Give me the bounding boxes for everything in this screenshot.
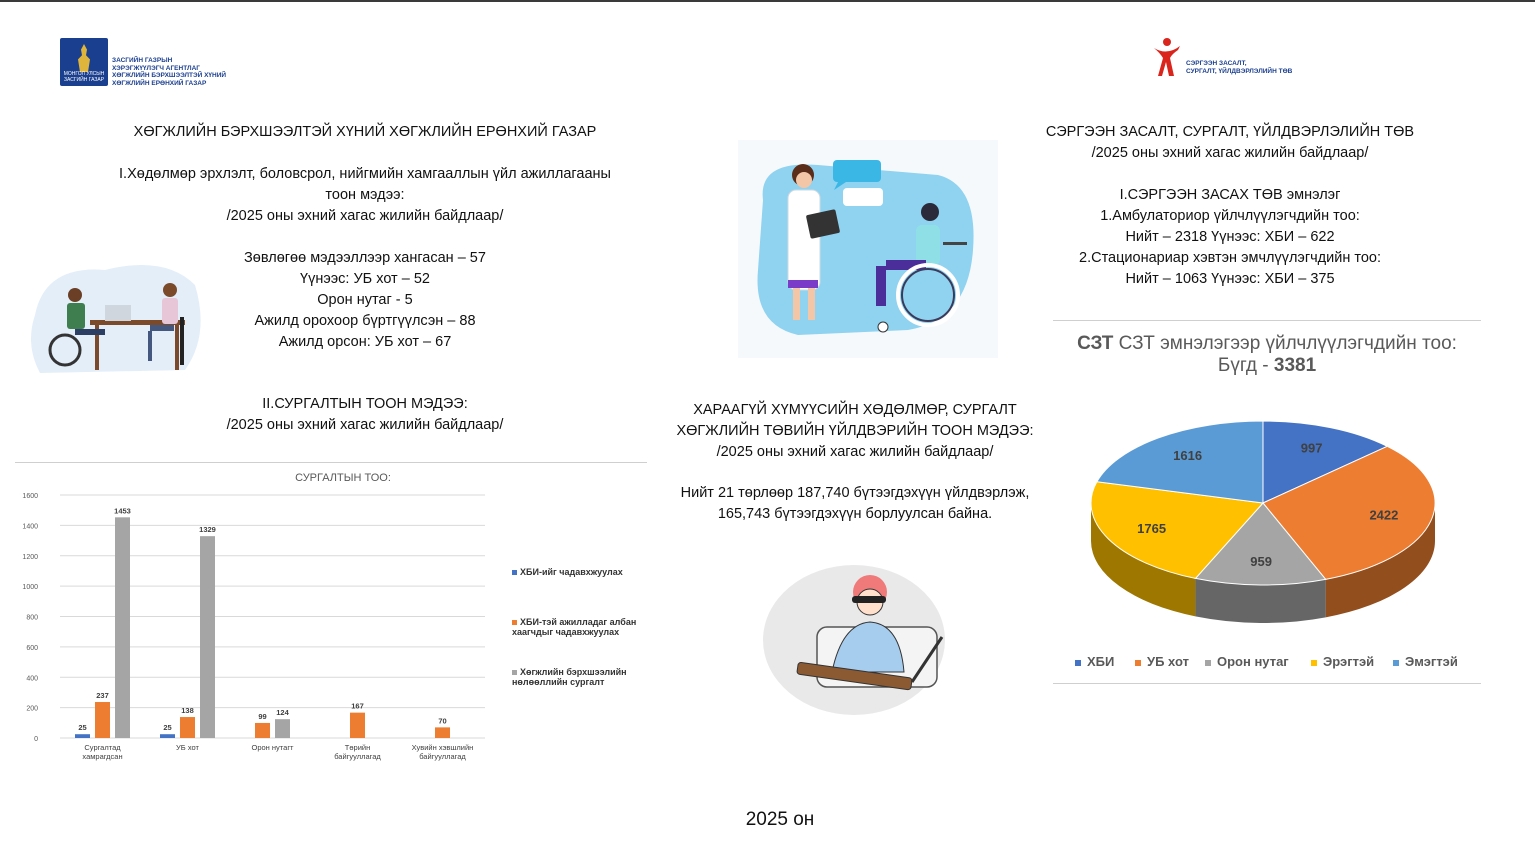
right-heading (1030, 122, 1430, 164)
bar (350, 713, 365, 738)
bar-value-label: 70 (438, 716, 447, 726)
rehab-line-outpatient: 1.Амбулаториор үйлчлүүлэгчдийн тоо: (1100, 208, 1360, 224)
rehab-line-inpatient-total: Нийт – 1063 Үүнээс: ХБИ – 375 (1125, 271, 1335, 287)
pie-chart-title (1053, 333, 1481, 377)
legend-label-orange: ХБИ-тэй ажилладаг албан хаагчдыг чадавхжуулах (512, 617, 637, 637)
rehab-center-logo (1150, 36, 1310, 84)
middle-heading (640, 400, 1070, 463)
right-title: СЭРГЭЭН ЗАСАЛТ, СУРГАЛТ, ҮЙЛДВЭРЛЭЛИЙН ТӨВ (1045, 124, 1415, 140)
bar-ytick-label: 1200 (22, 553, 38, 561)
pie-value-label: 1765 (1137, 520, 1167, 536)
bar-legend-orange (512, 617, 642, 637)
bar (75, 734, 90, 738)
pie-legend-item (1311, 654, 1374, 669)
pie-legend-label: Эрэгтэй (1323, 654, 1375, 669)
section1-heading (60, 164, 670, 227)
bar-ytick-label: 600 (26, 644, 38, 652)
section2-period: /2025 оны эхний хагас жилийн байдлаар/ (226, 417, 504, 433)
section1-period: /2025 оны эхний хагас жилийн байдлаар/ (226, 208, 504, 224)
legend-swatch-blue (512, 570, 517, 575)
stat-employed: Ажилд орсон: УБ хот – 67 (278, 334, 452, 350)
legend-label-gray: Хөгжлийн бэрхшээлийн нөлөөллийн сургалт (512, 667, 627, 687)
bar-legend-blue (512, 567, 642, 577)
bar-chart-svg (15, 463, 647, 768)
bar (200, 536, 215, 738)
bar-value-label: 167 (351, 701, 364, 711)
bar-value-label: 25 (78, 723, 87, 733)
bar-value-label: 99 (258, 711, 267, 721)
bar-ytick-label: 400 (26, 675, 38, 683)
pie-legend-swatch (1075, 660, 1081, 666)
pie-legend-item (1075, 654, 1114, 669)
pie-title-prefix: Бүгд - (1217, 355, 1274, 376)
bar-ytick-label: 0 (34, 736, 38, 743)
pie-legend-item (1135, 654, 1189, 669)
bar-legend-gray (512, 667, 642, 687)
bar-category-label: УБ хот (176, 743, 199, 752)
bar-value-label: 1453 (114, 506, 131, 516)
bar-category-label: Орон нутагт (251, 743, 294, 752)
pie-title-text: СЗТ эмнэлэгээр үйлчлүүлэгчдийн тоо: (1118, 333, 1457, 354)
emblem-caption: МОНГОЛ УЛСЫН ЗАСГИЙН ГАЗАР (63, 71, 105, 83)
pie-legend-label: УБ хот (1147, 654, 1189, 669)
right-period: /2025 оны эхний хагас жилийн байдлаар/ (1091, 145, 1369, 161)
bar-category-label: Хувийн хэвшлийн байгууллагад (411, 743, 474, 761)
summary-line1: Нийт 21 төрлөөр 187,740 бүтээгдэхүүн үйлдвэрлэж, (680, 485, 1030, 501)
rehab-line-hospital: I.СЭРГЭЭН ЗАСАХ ТӨВ эмнэлэг (1119, 187, 1341, 203)
stat-rural: Орон нутаг - 5 (317, 292, 413, 308)
section1-line1: I.Хөдөлмөр эрхлэлт, боловсрол, нийгмийн хамгааллын үйл ажиллагааны (119, 166, 611, 182)
bar (275, 719, 290, 738)
middle-period: /2025 оны эхний хагас жилийн байдлаар/ (716, 444, 994, 460)
legend-label-blue: ХБИ-ийг чадавхжуулах (520, 567, 623, 577)
office-illustration (25, 245, 210, 385)
bar-ytick-label: 200 (26, 705, 38, 713)
pie-value-label: 997 (1300, 440, 1323, 456)
section2-title: II.СУРГАЛТЫН ТООН МЭДЭЭ: (262, 396, 468, 412)
bar-value-label: 1329 (199, 525, 216, 535)
bar-value-label: 237 (96, 691, 109, 701)
training-bar-chart (15, 463, 647, 768)
bar (180, 717, 195, 738)
bar (95, 702, 110, 738)
bar-ytick-label: 1000 (22, 584, 38, 592)
bar-category-label: Сургалтад хамрагдсан (82, 743, 123, 761)
bar-chart-title: СУРГАЛТЫН ТОО: (295, 472, 391, 484)
left-heading: ХӨГЖЛИЙН БЭРХШЭЭЛТЭЙ ХҮНИЙ ХӨГЖЛИЙН ЕРӨНХИЙ ГАЗАР (133, 124, 597, 140)
pie-legend-item (1393, 654, 1458, 669)
bar (115, 517, 130, 738)
patients-pie-chart (1053, 321, 1481, 683)
legend-swatch-orange (512, 620, 517, 625)
agency-logo-text: ЗАСГИЙН ГАЗРЫН ХЭРЭГЖҮҮЛЭГЧ АГЕНТЛАГ ХӨГЖЛИЙН БЭРХШЭЭЛТЭЙ ХҮНИЙ ХӨГЖЛИЙН ЕРӨНХИЙ ГАЗАР (112, 57, 227, 87)
agency-logo (60, 38, 245, 88)
pie-legend-label: Орон нутаг (1217, 654, 1289, 669)
pie-legend-swatch (1311, 660, 1317, 666)
employment-stats (215, 248, 515, 353)
pie-chart-svg (1053, 381, 1481, 681)
pie-chart-bottom-rule (1053, 683, 1481, 684)
stat-ub-city: Үүнээс: УБ хот – 52 (300, 271, 430, 287)
rehab-center-logo-text: СЭРГЭЭН ЗАСАЛТ, СУРГАЛТ, ҮЙЛДВЭРЛЭЛИЙН ТӨВ (1186, 60, 1293, 75)
pie-title-total: 3381 (1273, 355, 1317, 376)
pie-legend-label: Эмэгтэй (1405, 654, 1458, 669)
top-border-line (0, 0, 1535, 2)
pie-legend-swatch (1135, 660, 1141, 666)
bar-ytick-label: 1400 (22, 523, 38, 531)
middle-title-line1: ХАРААГҮЙ ХҮМҮҮСИЙН ХӨДӨЛМӨР, СУРГАЛТ (693, 402, 1017, 418)
pie-legend-swatch (1205, 660, 1211, 666)
state-emblem-icon (60, 38, 108, 86)
pie-value-label: 2422 (1369, 507, 1399, 523)
doctor-wheelchair-illustration (738, 140, 998, 358)
bar (160, 734, 175, 738)
stat-consulted: Зөвлөгөө мэдээллээр хангасан – 57 (244, 250, 486, 266)
pie-legend (1053, 654, 1481, 672)
person-figure-icon (1150, 36, 1184, 80)
pie-title-abbr: СЗТ (1077, 333, 1114, 354)
footer-year: 2025 он (745, 809, 815, 830)
stat-registered: Ажилд орохоор бүртгүүлсэн – 88 (254, 313, 476, 329)
bar-value-label: 138 (181, 706, 194, 716)
production-summary (640, 483, 1070, 525)
summary-line2: 165,743 бүтээгдэхүүн борлуулсан байна. (717, 506, 993, 522)
pie-legend-label: ХБИ (1087, 654, 1115, 669)
bar-ytick-label: 1600 (22, 493, 38, 500)
rehab-line-outpatient-total: Нийт – 2318 Үүнээс: ХБИ – 622 (1125, 229, 1335, 245)
rehab-line-inpatient: 2.Стационариар хэвтэн эмчлүүлэгчдийн тоо: (1079, 250, 1381, 266)
bar-ytick-label: 800 (26, 614, 38, 622)
section1-line2: тоон мэдээ: (325, 187, 405, 203)
bar-category-label: Төрийн байгууллагад (334, 743, 381, 761)
middle-title-line2: ХӨГЖЛИЙН ТӨВИЙН ҮЙЛДВЭРИЙН ТООН МЭДЭЭ: (676, 423, 1034, 439)
bar-value-label: 25 (163, 723, 172, 733)
bar (435, 727, 450, 738)
pie-legend-swatch (1393, 660, 1399, 666)
section2-heading (60, 394, 670, 436)
bar-value-label: 124 (276, 708, 289, 718)
pie-value-label: 959 (1250, 554, 1272, 570)
blind-person-illustration (762, 562, 946, 716)
bar (255, 723, 270, 738)
pie-value-label: 1616 (1173, 448, 1203, 464)
legend-swatch-gray (512, 670, 517, 675)
pie-legend-item (1205, 654, 1289, 669)
rehab-stats (1030, 185, 1430, 290)
